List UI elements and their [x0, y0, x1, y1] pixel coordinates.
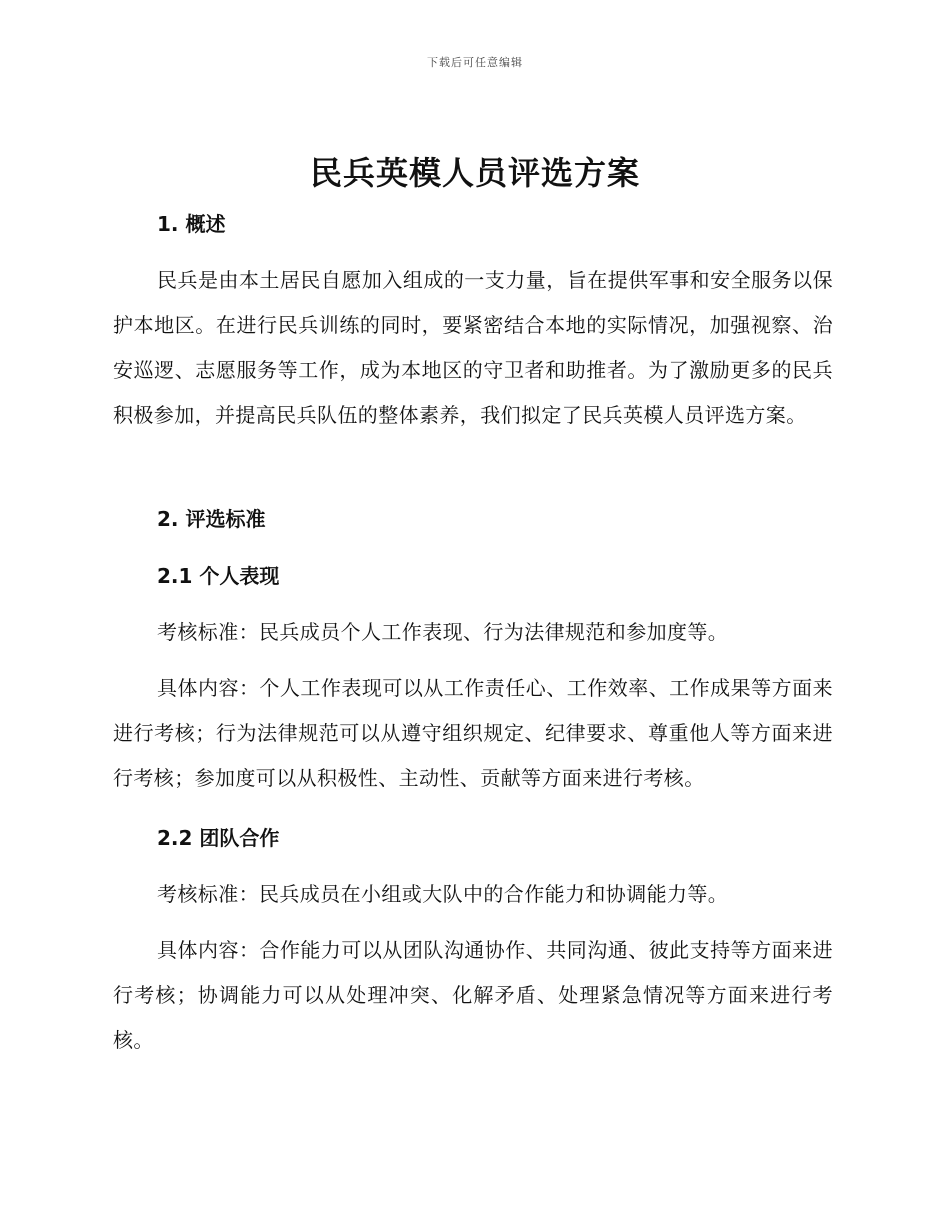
header-note: 下载后可任意编辑	[427, 56, 523, 69]
subsection-heading-team: 2.2 团队合作	[157, 826, 280, 850]
document-title: 民兵英模人员评选方案	[309, 154, 640, 192]
personal-content-paragraph: 具体内容：个人工作表现可以从工作责任心、工作效率、工作成果等方面来进行考核；行为法律规范可以从遵守组织规定、纪律要求、尊重他人等方面来进行考核；参加度可以从积极性、主动性、贡献等方面来进行考核。	[113, 676, 833, 790]
team-content-paragraph: 具体内容：合作能力可以从团队沟通协作、共同沟通、彼此支持等方面来进行考核；协调能力可以从处理冲突、化解矛盾、处理紧急情况等方面来进行考核。	[113, 938, 833, 1052]
overview-paragraph: 民兵是由本土居民自愿加入组成的一支力量，旨在提供军事和安全服务以保护本地区。在进行民兵训练的同时，要紧密结合本地的实际情况，加强视察、治安巡逻、志愿服务等工作，成为本地区的守卫者和助推者。为了激励更多的民兵积极参加，并提高民兵队伍的整体素养，我们拟定了民兵英模人员评选方案。	[113, 268, 833, 427]
section-heading-overview: 1. 概述	[157, 212, 226, 236]
subsection-heading-personal: 2.1 个人表现	[157, 564, 280, 588]
personal-standard-paragraph: 考核标准：民兵成员个人工作表现、行为法律规范和参加度等。	[157, 620, 729, 644]
section-heading-criteria: 2. 评选标准	[157, 507, 266, 531]
team-standard-paragraph: 考核标准：民兵成员在小组或大队中的合作能力和协调能力等。	[157, 882, 729, 906]
